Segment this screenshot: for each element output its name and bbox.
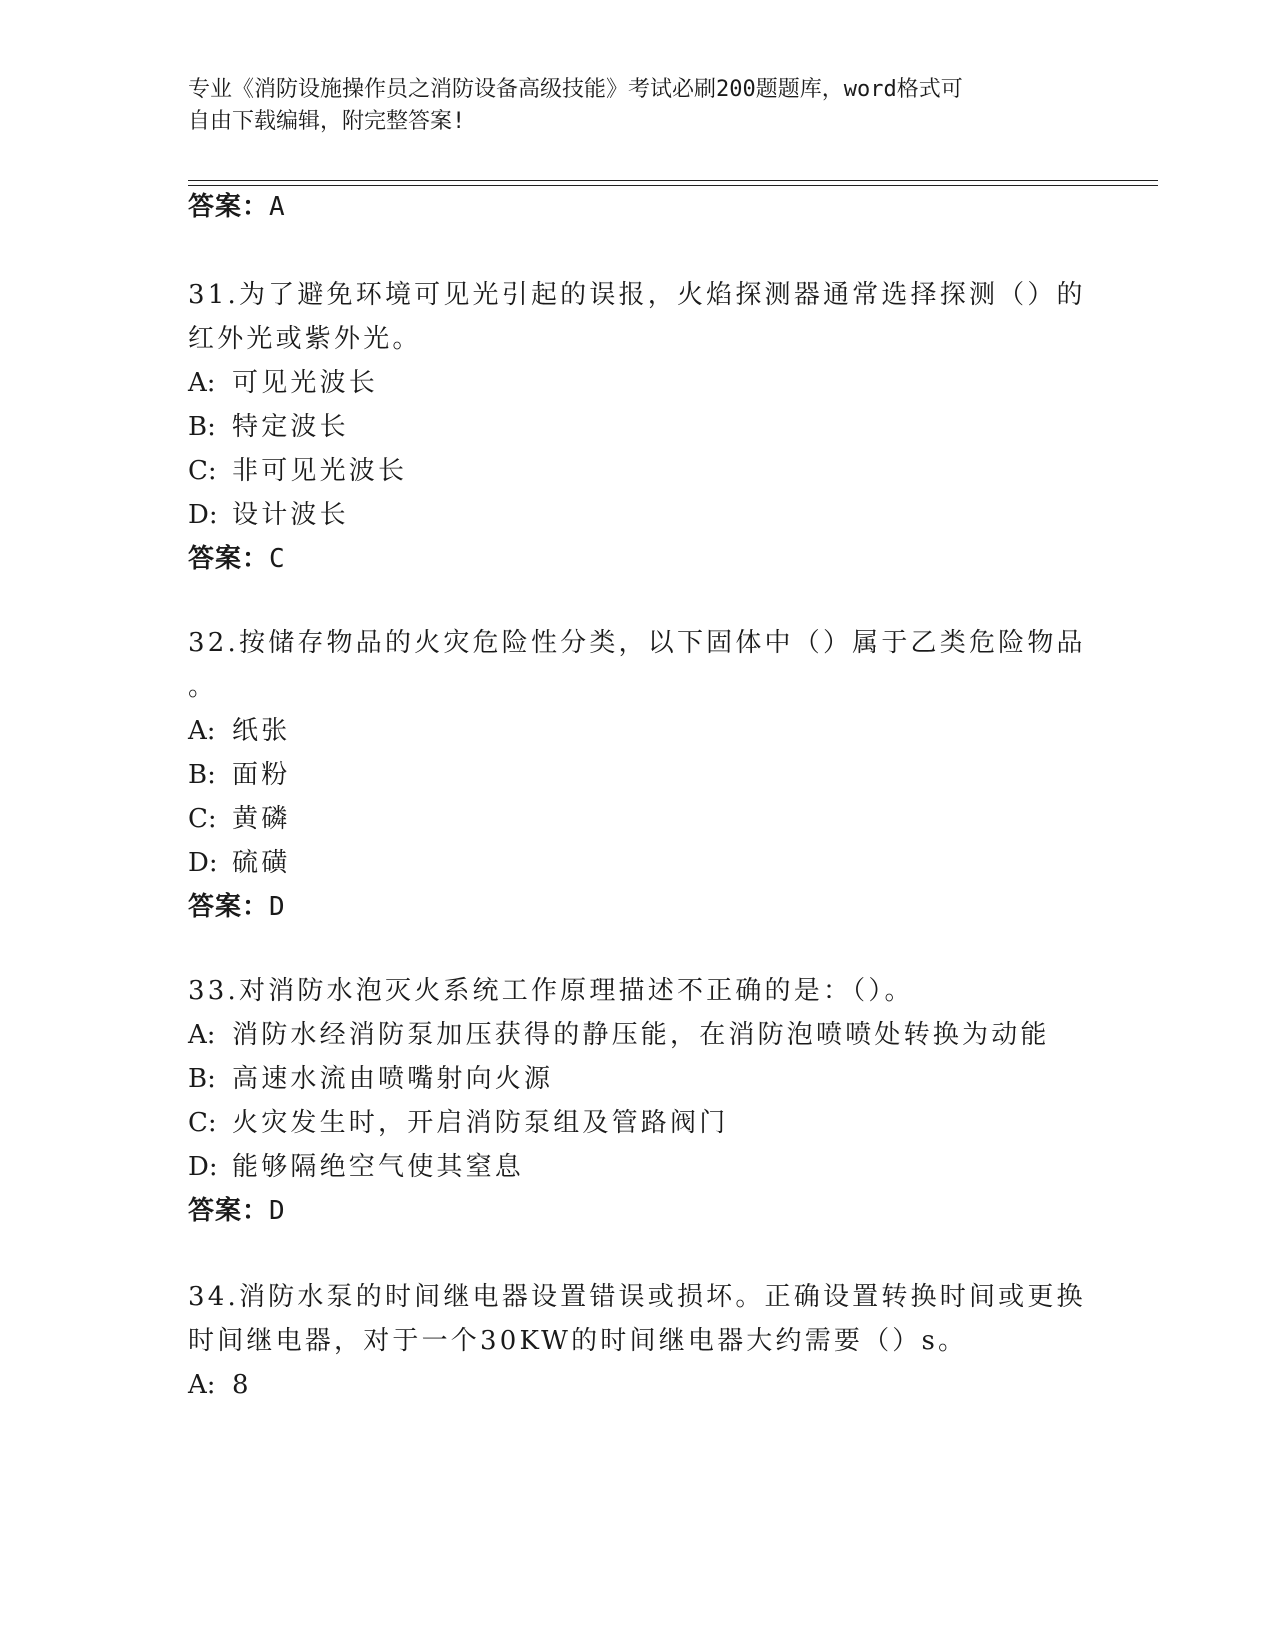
option-c [188, 1106, 728, 1140]
question-stem-continued: 红外光或紫外光。 [188, 324, 422, 354]
header-divider-bottom [188, 185, 1158, 186]
option-label: C: [188, 1108, 217, 1138]
answer-previous [188, 190, 286, 224]
option-text: 8 [232, 1370, 252, 1400]
option-label: D: [188, 500, 218, 530]
answer-label: 答案： [188, 544, 270, 574]
option-label: D: [188, 1152, 218, 1182]
option-text: 面粉 [232, 760, 291, 790]
answer [188, 542, 286, 576]
option-text: 设计波长 [232, 500, 349, 530]
option-label: A: [188, 1020, 216, 1050]
question-stem-continued: 。 [188, 672, 218, 702]
answer-value: D [269, 1196, 286, 1226]
option-a [188, 1368, 252, 1402]
answer [188, 890, 286, 924]
option-text: 消防水经消防泵加压获得的静压能，在消防泡喷喷处转换为动能 [232, 1020, 1050, 1050]
answer-label: 答案： [188, 1196, 270, 1226]
option-text: 可见光波长 [232, 368, 379, 398]
option-label: C: [188, 456, 217, 486]
option-b [188, 410, 349, 444]
option-b [188, 1062, 553, 1096]
answer-value: D [269, 892, 286, 922]
question-stem-continued: 时间继电器，对于一个30KW的时间继电器大约需要（）s。 [188, 1326, 968, 1356]
option-label: B: [188, 412, 216, 442]
option-label: C: [188, 804, 217, 834]
option-d [188, 498, 349, 532]
answer-value: C [269, 544, 286, 574]
option-text: 高速水流由喷嘴射向火源 [232, 1064, 554, 1094]
header-divider-top [188, 180, 1158, 181]
question-stem: 31.为了避免环境可见光引起的误报，火焰探测器通常选择探测（）的 [188, 280, 1086, 310]
header-line-2: 自由下载编辑，附完整答案! [188, 109, 466, 134]
option-label: A: [188, 1370, 216, 1400]
option-label: A: [188, 716, 216, 746]
header-line-1: 专业《消防设施操作员之消防设备高级技能》考试必刷200题题库，word格式可 [188, 77, 963, 102]
option-a [188, 714, 290, 748]
option-text: 硫磺 [232, 848, 291, 878]
option-a [188, 1018, 1050, 1052]
option-label: B: [188, 1064, 216, 1094]
option-label: B: [188, 760, 216, 790]
option-d [188, 846, 290, 880]
option-c [188, 454, 407, 488]
option-d [188, 1150, 524, 1184]
option-a [188, 366, 378, 400]
option-c [188, 802, 290, 836]
question-stem: 32.按储存物品的火灾危险性分类，以下固体中（）属于乙类危险物品 [188, 628, 1086, 658]
option-text: 非可见光波长 [232, 456, 408, 486]
option-text: 能够隔绝空气使其窒息 [232, 1152, 525, 1182]
option-text: 纸张 [232, 716, 291, 746]
question-stem: 34.消防水泵的时间继电器设置错误或损坏。正确设置转换时间或更换 [188, 1282, 1086, 1312]
answer [188, 1194, 286, 1228]
option-text: 火灾发生时，开启消防泵组及管路阀门 [232, 1108, 729, 1138]
question-stem: 33.对消防水泡灭火系统工作原理描述不正确的是：（）。 [188, 976, 914, 1006]
option-label: D: [188, 848, 218, 878]
option-text: 黄磷 [232, 804, 291, 834]
option-label: A: [188, 368, 216, 398]
answer-label: 答案： [188, 892, 270, 922]
answer-label: 答案： [188, 192, 270, 222]
document-header [188, 74, 1088, 138]
answer-value: A [269, 192, 286, 222]
option-b [188, 758, 290, 792]
option-text: 特定波长 [232, 412, 349, 442]
